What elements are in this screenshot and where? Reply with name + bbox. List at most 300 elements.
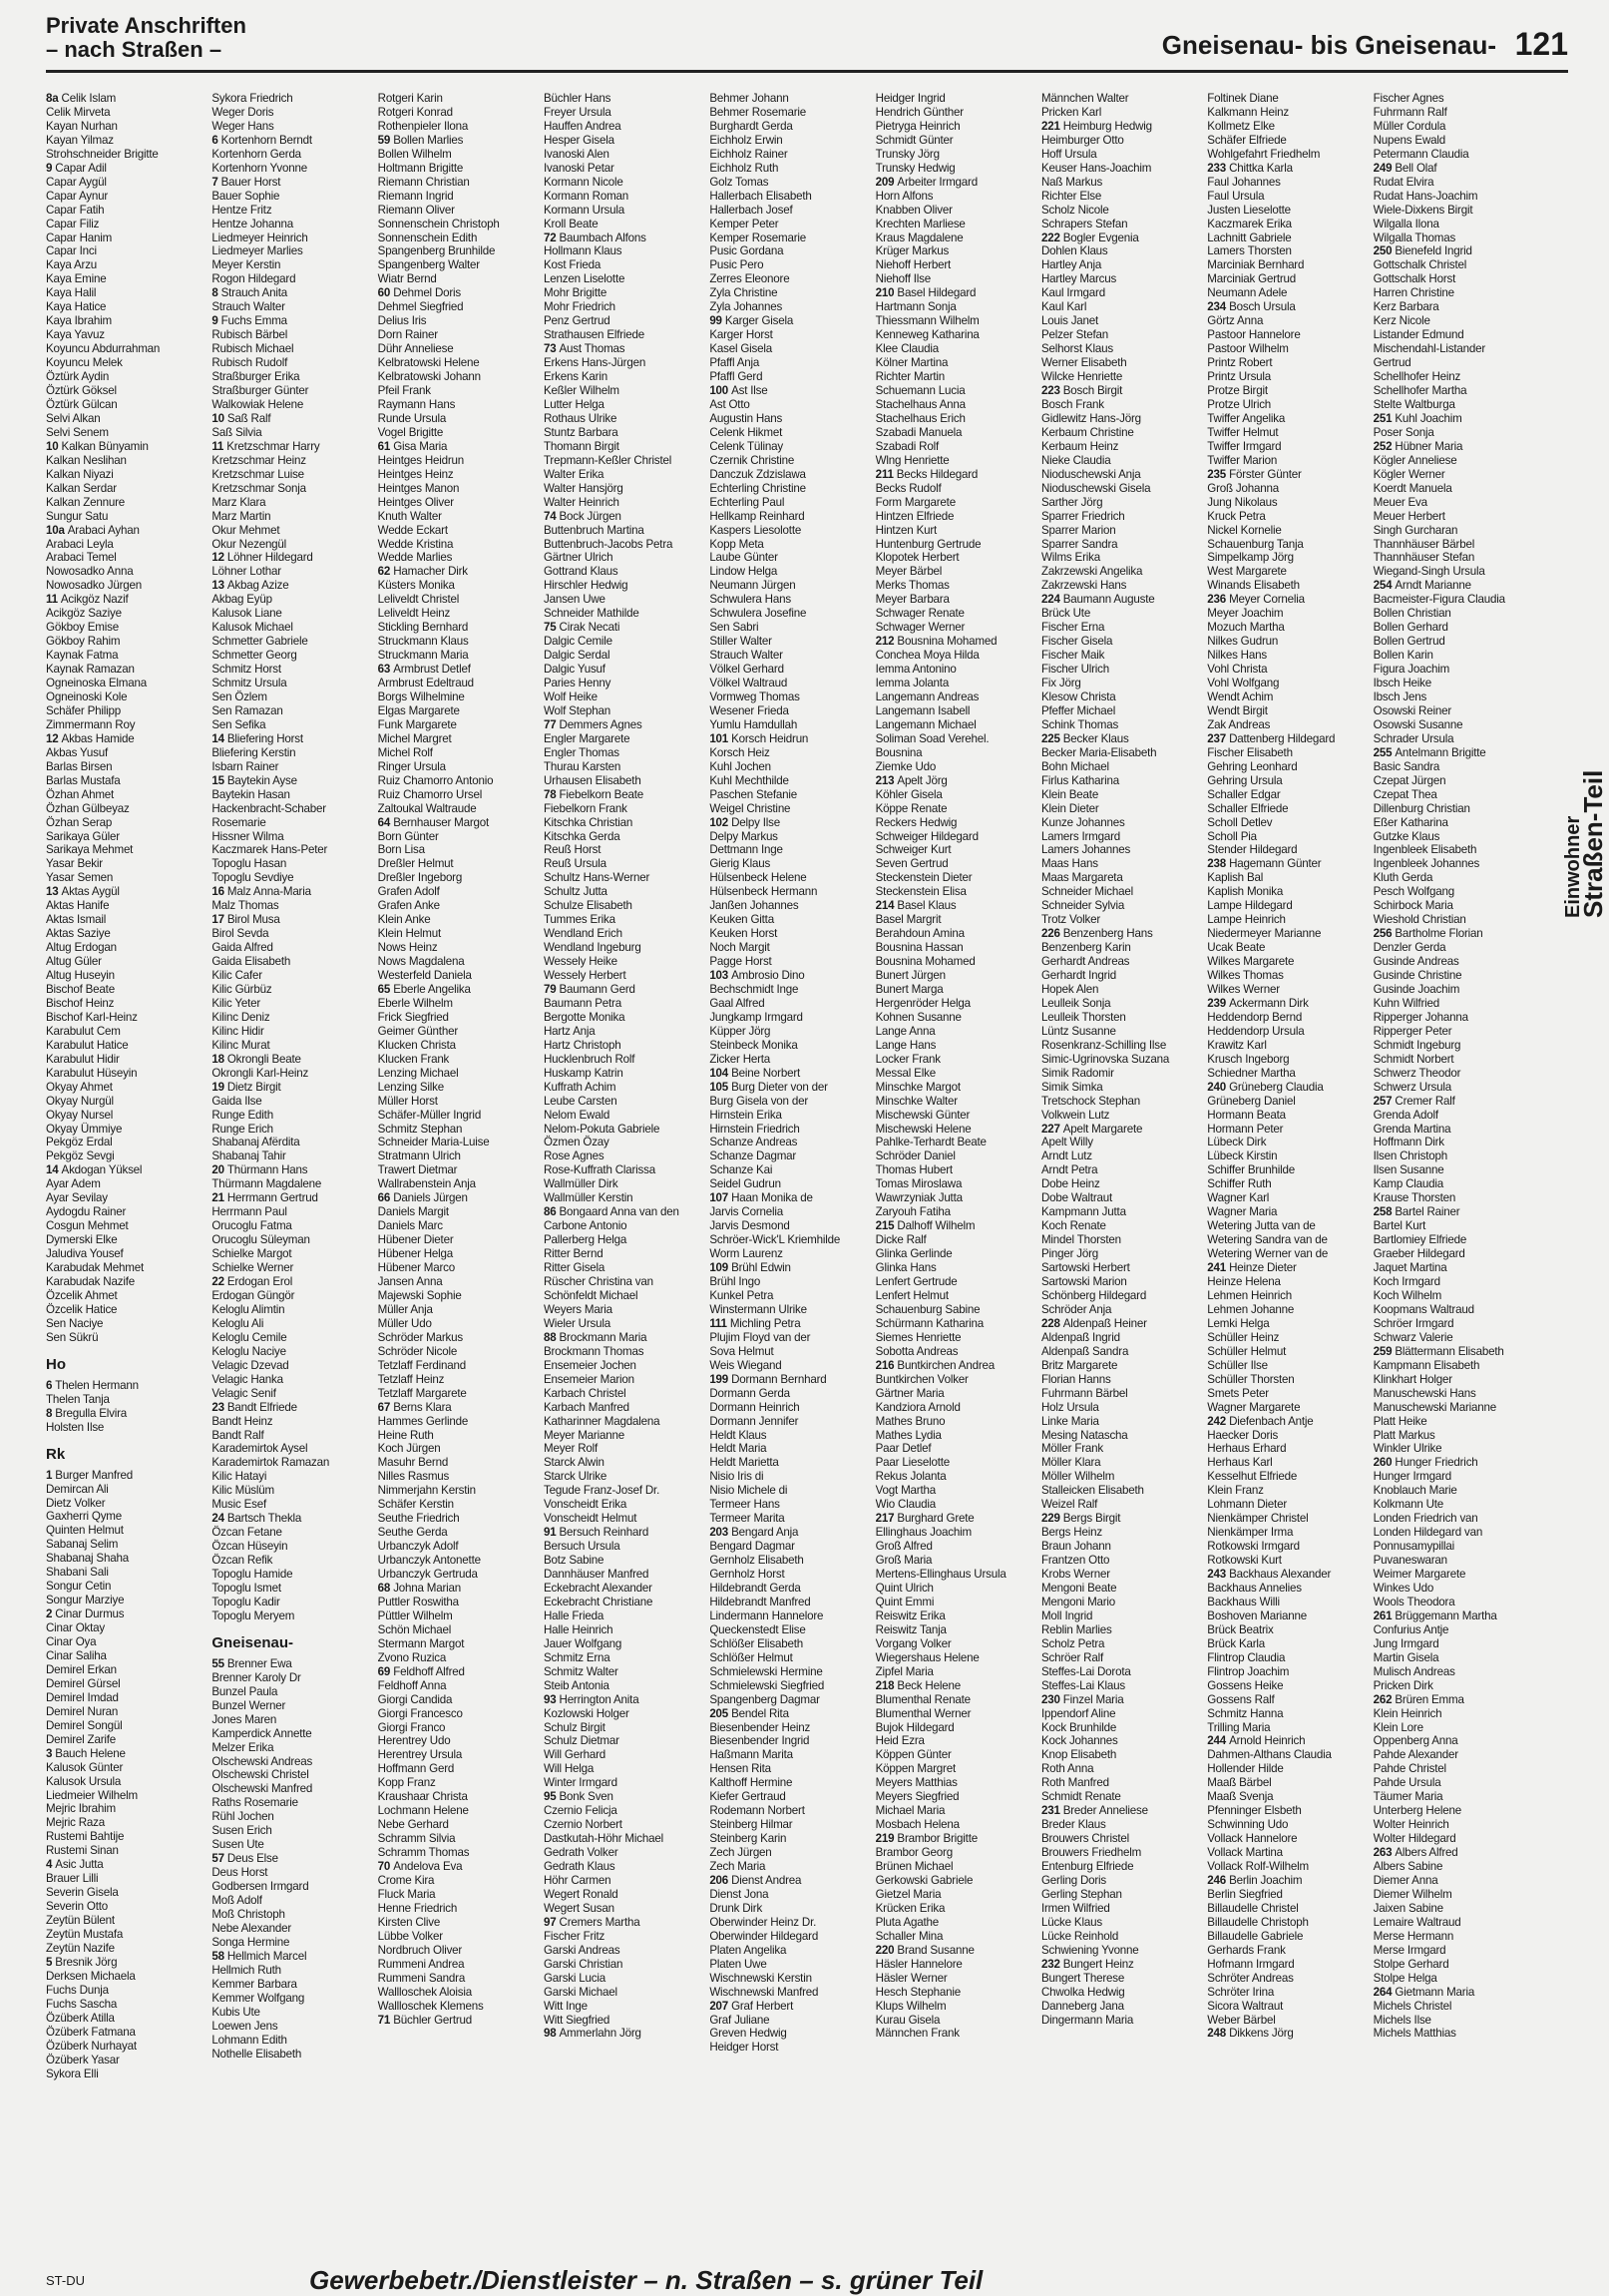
resident-name: Runge Edith <box>211 1108 273 1122</box>
resident-entry <box>876 1025 1029 1039</box>
resident-entry <box>378 760 532 774</box>
resident-name: Ilsen Christoph <box>1373 1149 1447 1163</box>
resident-entry <box>1041 1261 1195 1275</box>
resident-entry <box>46 2026 200 2040</box>
resident-entry <box>544 607 697 621</box>
resident-name: Berlin Joachim <box>1229 1874 1303 1887</box>
resident-entry <box>1207 1470 1361 1484</box>
resident-entry <box>211 134 365 148</box>
resident-entry <box>876 1053 1029 1067</box>
resident-entry <box>876 551 1029 565</box>
resident-name: Schielke Margot <box>211 1247 292 1261</box>
resident-entry <box>876 1317 1029 1331</box>
house-number: 107 <box>709 1191 732 1205</box>
resident-name: Mulisch Andreas <box>1373 1664 1455 1678</box>
resident-name: Nebe Gerhard <box>377 1818 449 1832</box>
resident-name: Merks Thomas <box>875 579 950 593</box>
directory-column <box>378 92 532 2279</box>
resident-name: Schmitz Ursula <box>211 677 287 690</box>
house-number: 60 <box>377 286 394 300</box>
resident-name: Seven Gertrud <box>875 857 949 871</box>
house-number: 252 <box>1373 439 1396 453</box>
resident-name: Fix Jörg <box>1040 677 1081 690</box>
resident-entry <box>544 1177 697 1191</box>
house-number: 15 <box>211 773 227 787</box>
resident-entry <box>1374 412 1527 426</box>
resident-name: Weyers Maria <box>543 1302 612 1316</box>
resident-entry <box>211 746 365 760</box>
resident-entry <box>1041 218 1195 231</box>
resident-name: Kaczmarek Hans-Peter <box>211 843 328 857</box>
resident-entry <box>211 1894 365 1908</box>
resident-name: Wendt Achim <box>1207 689 1274 703</box>
resident-name: Arabaci Leyla <box>46 537 114 551</box>
resident-entry <box>544 1554 697 1568</box>
resident-name: Hallerbach Elisabeth <box>709 189 812 203</box>
house-number: 255 <box>1373 745 1396 759</box>
resident-entry <box>1041 1401 1195 1415</box>
resident-name: Ziemke Udo <box>875 759 937 773</box>
resident-entry <box>46 955 200 969</box>
resident-entry <box>1041 802 1195 816</box>
resident-name: Kampmann Elisabeth <box>1373 1358 1480 1372</box>
street-section-heading: Ho <box>46 1355 66 1373</box>
house-number: 217 <box>875 1512 898 1526</box>
resident-entry <box>1041 635 1195 649</box>
resident-entry <box>876 204 1029 218</box>
resident-entry <box>46 426 200 440</box>
resident-name: Thiessmann Wilhelm <box>875 314 980 328</box>
resident-name: Zech Jürgen <box>709 1846 772 1860</box>
directory-columns <box>46 92 1527 2279</box>
resident-name: Sonnenschein Edith <box>377 230 478 244</box>
resident-entry <box>1041 1512 1195 1526</box>
resident-entry <box>46 830 200 844</box>
resident-entry <box>46 913 200 927</box>
resident-entry <box>378 843 532 857</box>
resident-entry <box>378 788 532 802</box>
resident-name: Acikgöz Nazif <box>60 593 129 607</box>
resident-entry <box>1041 677 1195 690</box>
resident-name: Lücke Klaus <box>1040 1915 1102 1929</box>
resident-entry <box>1207 1665 1361 1679</box>
resident-name: Echterling Paul <box>709 495 785 509</box>
resident-name: Wolter Heinrich <box>1373 1818 1449 1832</box>
resident-name: Ast Otto <box>709 397 750 411</box>
resident-name: Firlus Katharina <box>1040 773 1119 787</box>
resident-entry <box>876 1776 1029 1790</box>
resident-name: Brünen Michael <box>875 1860 954 1874</box>
resident-entry <box>1041 857 1195 871</box>
resident-entry <box>544 1790 697 1804</box>
resident-name: Aldenpaß Heiner <box>1062 1316 1147 1330</box>
resident-entry <box>1041 1442 1195 1456</box>
resident-name: Botz Sabine <box>543 1554 604 1568</box>
resident-entry <box>544 1136 697 1149</box>
resident-name: Aktas Saziye <box>46 927 111 941</box>
resident-name: Thelen Tanja <box>46 1392 110 1406</box>
house-number: 21 <box>211 1191 227 1205</box>
resident-entry <box>1374 1582 1527 1596</box>
resident-name: Ucak Beate <box>1207 941 1266 955</box>
resident-entry <box>1041 244 1195 258</box>
resident-name: Köppe Renate <box>875 801 948 815</box>
resident-name: Nelom-Pokuta Gabriele <box>543 1122 660 1136</box>
resident-name: Demirel Imdad <box>46 1690 119 1704</box>
resident-entry <box>46 1393 200 1407</box>
house-number: 12 <box>46 731 62 745</box>
resident-name: Plujim Floyd van der <box>709 1330 811 1344</box>
resident-name: Krause Thorsten <box>1373 1191 1456 1205</box>
resident-name: Deus Else <box>226 1852 278 1866</box>
resident-entry <box>1374 1025 1527 1039</box>
resident-name: Schauenburg Tanja <box>1207 537 1304 551</box>
resident-name: Burg Dieter von der <box>731 1080 828 1094</box>
resident-entry <box>544 1067 697 1081</box>
resident-name: Straßburger Günter <box>211 384 309 398</box>
resident-name: Will Gerhard <box>543 1748 606 1762</box>
resident-name: Scholl Detlev <box>1207 815 1273 829</box>
resident-name: Schröer Ralf <box>1040 1650 1104 1664</box>
resident-name: Harren Christine <box>1373 286 1454 300</box>
resident-name: Bergs Heinz <box>1040 1526 1102 1540</box>
resident-name: Schwiening Yvonne <box>1040 1943 1139 1957</box>
resident-name: Sartowski Marion <box>1040 1275 1127 1289</box>
resident-entry <box>544 718 697 732</box>
resident-name: Twiffer Marion <box>1207 453 1278 467</box>
resident-name: Schirbock Maria <box>1373 899 1453 913</box>
resident-name: Schulze Elisabeth <box>543 899 632 913</box>
resident-entry <box>1374 1916 1527 1930</box>
resident-entry <box>544 510 697 524</box>
resident-entry <box>544 913 697 927</box>
resident-name: Szabadi Manuela <box>875 425 963 439</box>
resident-name: Hartz Anja <box>543 1024 596 1038</box>
resident-name: Heintges Oliver <box>377 495 454 509</box>
resident-entry <box>1374 258 1527 272</box>
resident-name: Klucken Christa <box>377 1038 456 1052</box>
resident-entry <box>211 1609 365 1623</box>
resident-entry <box>544 1916 697 1930</box>
resident-entry <box>1041 718 1195 732</box>
house-number: 211 <box>875 467 897 481</box>
resident-name: Bregulla Elvira <box>55 1406 128 1420</box>
directory-column <box>211 92 365 2279</box>
resident-entry <box>1041 1149 1195 1163</box>
resident-entry <box>378 1972 532 1986</box>
resident-entry <box>1207 927 1361 941</box>
resident-name: Heintges Heinz <box>377 467 454 481</box>
resident-name: Rothaus Ulrike <box>543 411 617 425</box>
resident-entry <box>1374 162 1527 176</box>
resident-name: Lehmen Heinrich <box>1207 1288 1292 1302</box>
resident-name: Armbrust Edeltraud <box>377 677 474 690</box>
resident-entry <box>211 314 365 328</box>
resident-entry <box>378 565 532 579</box>
resident-entry <box>46 272 200 286</box>
resident-entry <box>378 524 532 538</box>
resident-entry <box>544 635 697 649</box>
resident-name: Fischer Ulrich <box>1040 663 1110 677</box>
resident-name: Sen Sükrü <box>46 1330 99 1344</box>
resident-name: Gossens Heike <box>1207 1678 1284 1692</box>
resident-name: Schulz Dietmar <box>543 1734 619 1748</box>
resident-name: Kiefer Gertraud <box>709 1790 786 1804</box>
resident-name: Kilic Yeter <box>211 996 261 1010</box>
resident-entry <box>1374 983 1527 997</box>
resident-entry <box>709 1986 863 2000</box>
house-number: 220 <box>875 1943 898 1957</box>
resident-entry <box>1374 272 1527 286</box>
resident-entry <box>876 1415 1029 1429</box>
resident-entry <box>1041 1721 1195 1735</box>
resident-name: Kretzschmar Sonja <box>211 481 306 495</box>
resident-name: Müller Anja <box>377 1302 433 1316</box>
resident-entry <box>378 1888 532 1902</box>
resident-name: Sparrer Marion <box>1040 523 1116 537</box>
resident-entry <box>1207 621 1361 635</box>
resident-entry <box>1041 1776 1195 1790</box>
resident-name: Protze Ulrich <box>1207 397 1272 411</box>
resident-name: Klein Heinrich <box>1373 1706 1442 1720</box>
resident-entry <box>378 1930 532 1944</box>
resident-name: Fiebelkorn Frank <box>543 801 627 815</box>
house-number: 11 <box>46 593 61 607</box>
resident-entry <box>876 1470 1029 1484</box>
resident-entry <box>1207 1888 1361 1902</box>
resident-entry <box>46 663 200 677</box>
resident-entry <box>1041 1596 1195 1609</box>
resident-name: Bandt Ralf <box>211 1428 264 1442</box>
resident-entry <box>211 1205 365 1219</box>
resident-entry <box>876 1136 1029 1149</box>
resident-entry <box>378 1275 532 1289</box>
resident-entry <box>211 1191 365 1205</box>
resident-entry <box>1041 1387 1195 1401</box>
resident-entry <box>378 704 532 718</box>
resident-name: Altug Huseyin <box>46 969 115 983</box>
resident-name: Eckebracht Christiane <box>543 1595 653 1608</box>
resident-entry <box>378 1081 532 1095</box>
resident-name: Weimer Margarete <box>1373 1568 1466 1582</box>
resident-entry <box>1041 1693 1195 1707</box>
resident-entry <box>378 1373 532 1387</box>
resident-name: Neumann Jürgen <box>709 579 796 593</box>
resident-name: Czepat Thea <box>1373 787 1437 801</box>
resident-name: Paar Lieselotte <box>875 1456 950 1470</box>
resident-name: Brauer Lilli <box>46 1872 99 1886</box>
resident-name: Klopotek Herbert <box>875 551 960 565</box>
resident-entry <box>1041 1707 1195 1721</box>
resident-name: Herentrey Ursula <box>377 1748 463 1762</box>
resident-name: Platen Uwe <box>709 1957 767 1971</box>
resident-name: Arndt Petra <box>1040 1163 1098 1177</box>
resident-entry <box>1041 1484 1195 1498</box>
resident-name: Scholz Nicole <box>1040 203 1109 217</box>
resident-entry <box>46 1552 200 1566</box>
resident-entry <box>211 1936 365 1950</box>
resident-name: Reckers Hedwig <box>875 815 958 829</box>
resident-name: Pahde Christel <box>1373 1762 1446 1776</box>
resident-name: Capar Filiz <box>46 217 100 230</box>
resident-name: Klucken Frank <box>377 1052 450 1066</box>
resident-name: Maaß Svenja <box>1207 1790 1274 1804</box>
resident-entry <box>1374 955 1527 969</box>
resident-entry <box>709 788 863 802</box>
resident-name: Stolpe Gerhard <box>1373 1957 1449 1971</box>
resident-name: Gedrath Volker <box>543 1846 618 1860</box>
resident-name: Mosbach Helena <box>875 1818 960 1832</box>
resident-name: Bungert Heinz <box>1062 1957 1134 1971</box>
resident-name: Merse Hermann <box>1373 1929 1454 1943</box>
resident-entry <box>709 482 863 496</box>
resident-name: Gottschalk Horst <box>1373 272 1456 286</box>
resident-entry <box>211 1053 365 1067</box>
resident-entry <box>378 2014 532 2028</box>
resident-name: Nothelle Elisabeth <box>211 2047 302 2061</box>
resident-name: Grafen Adolf <box>377 885 440 899</box>
house-number: 236 <box>1207 593 1230 607</box>
resident-entry <box>1374 1163 1527 1177</box>
resident-entry <box>46 843 200 857</box>
resident-entry <box>211 1177 365 1191</box>
resident-name: Katharinner Magdalena <box>543 1414 660 1428</box>
resident-entry <box>211 1755 365 1769</box>
resident-name: Klinkhart Holger <box>1373 1372 1452 1386</box>
resident-entry <box>544 1163 697 1177</box>
resident-name: Brüren Emma <box>1395 1692 1464 1706</box>
resident-entry <box>1041 1762 1195 1776</box>
resident-name: Urbanczyk Antonette <box>377 1554 481 1568</box>
resident-entry <box>1374 1707 1527 1721</box>
resident-entry <box>876 1637 1029 1651</box>
house-number: 209 <box>875 175 898 189</box>
resident-name: Köppen Margret <box>875 1762 956 1776</box>
resident-name: Brand Susanne <box>897 1943 975 1957</box>
resident-name: Golz Tomas <box>709 175 769 189</box>
house-number: 223 <box>1040 384 1063 398</box>
resident-name: Bresnik Jörg <box>55 1955 118 1969</box>
resident-name: Kerz Barbara <box>1373 300 1439 314</box>
resident-name: Wedde Eckart <box>377 523 448 537</box>
resident-name: Schneider Sylvia <box>1040 899 1125 913</box>
resident-entry <box>1041 1163 1195 1177</box>
resident-entry <box>709 1762 863 1776</box>
resident-name: Bock Jürgen <box>559 509 621 523</box>
resident-entry <box>544 106 697 120</box>
resident-name: Mischewski Günter <box>875 1108 971 1122</box>
resident-entry <box>1041 1109 1195 1123</box>
resident-name: Schuemann Lucia <box>875 384 966 398</box>
resident-entry <box>709 272 863 286</box>
resident-entry <box>544 969 697 983</box>
resident-entry <box>46 1163 200 1177</box>
resident-name: Kormann Nicole <box>543 175 623 189</box>
resident-entry <box>1374 1498 1527 1512</box>
resident-name: Schwerz Ursula <box>1373 1080 1452 1094</box>
resident-entry <box>1207 1149 1361 1163</box>
resident-entry <box>1041 412 1195 426</box>
resident-name: Schwager Werner <box>875 621 966 635</box>
resident-entry <box>1374 1986 1527 2000</box>
resident-entry <box>1374 1470 1527 1484</box>
resident-entry <box>211 649 365 663</box>
resident-entry <box>46 440 200 454</box>
resident-entry <box>876 816 1029 830</box>
resident-entry <box>46 802 200 816</box>
resident-entry <box>1207 1748 1361 1762</box>
resident-name: Stolpe Helga <box>1373 1971 1437 1985</box>
resident-entry <box>211 1498 365 1512</box>
resident-name: Dahmen-Althans Claudia <box>1207 1748 1332 1762</box>
resident-name: Karabulut Cem <box>46 1024 121 1038</box>
resident-entry <box>544 621 697 635</box>
resident-entry <box>378 885 532 899</box>
resident-name: Schönberg Hildegard <box>1040 1288 1147 1302</box>
resident-entry <box>709 231 863 245</box>
resident-entry <box>46 412 200 426</box>
resident-entry <box>1041 1275 1195 1289</box>
resident-name: Bungert Therese <box>1040 1971 1125 1985</box>
resident-entry <box>1374 244 1527 258</box>
resident-name: Thomann Birgit <box>543 439 619 453</box>
resident-entry <box>378 1721 532 1735</box>
resident-name: Dingermann Maria <box>1040 2013 1134 2027</box>
resident-entry <box>211 1484 365 1498</box>
resident-entry <box>544 482 697 496</box>
resident-name: Brambor Brigitte <box>897 1832 978 1846</box>
resident-name: Heimburger Otto <box>1040 133 1124 147</box>
resident-name: Dohlen Klaus <box>1040 244 1108 258</box>
resident-entry <box>1207 1902 1361 1916</box>
resident-entry <box>544 677 697 690</box>
resident-entry <box>544 524 697 538</box>
resident-name: Zeytün Nazife <box>46 1942 115 1955</box>
house-number: 7 <box>211 175 221 189</box>
resident-entry <box>378 218 532 231</box>
resident-name: Dettmann Inge <box>709 843 783 857</box>
resident-entry <box>709 1944 863 1958</box>
resident-entry <box>1041 1233 1195 1247</box>
footer-code: ST-DU <box>46 2273 85 2288</box>
resident-entry <box>1041 1874 1195 1888</box>
resident-entry <box>1207 1762 1361 1776</box>
resident-entry <box>46 649 200 663</box>
resident-entry <box>876 1081 1029 1095</box>
resident-name: Wiegershaus Helene <box>875 1650 980 1664</box>
house-number: 101 <box>709 731 732 745</box>
resident-entry <box>1207 1205 1361 1219</box>
resident-entry <box>1041 816 1195 830</box>
resident-name: Stickling Bernhard <box>377 621 469 635</box>
resident-entry <box>544 816 697 830</box>
resident-entry <box>1374 899 1527 913</box>
resident-entry <box>709 1484 863 1498</box>
resident-entry <box>1374 134 1527 148</box>
resident-name: Asic Jutta <box>55 1858 104 1872</box>
house-number: 1 <box>46 1468 56 1482</box>
resident-name: Quinten Helmut <box>46 1524 124 1538</box>
resident-name: Hellkamp Reinhard <box>709 509 805 523</box>
resident-entry <box>1041 1860 1195 1874</box>
resident-name: Shabanaj Tahir <box>211 1149 286 1163</box>
house-number: 233 <box>1207 161 1230 175</box>
resident-name: Krüger Markus <box>875 244 950 258</box>
resident-name: Basic Sandra <box>1373 759 1440 773</box>
resident-entry <box>544 328 697 342</box>
resident-name: Grenda Martina <box>1373 1122 1451 1136</box>
resident-name: Klee Claudia <box>875 342 939 356</box>
